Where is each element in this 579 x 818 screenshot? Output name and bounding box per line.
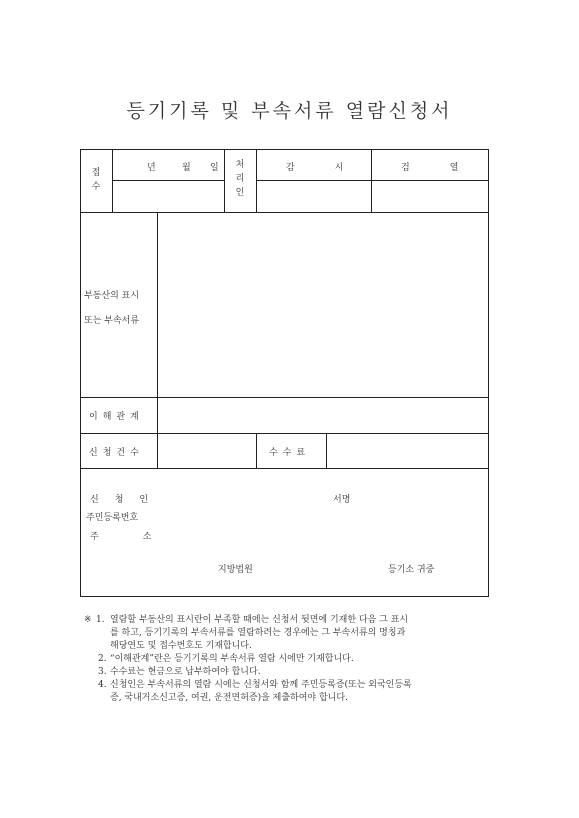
reception-label: 접 수 bbox=[91, 168, 101, 192]
fee-field[interactable] bbox=[328, 435, 488, 466]
property-label-line1: 부동산의 표시 bbox=[84, 291, 140, 301]
note-symbol: ※ bbox=[84, 615, 92, 625]
resident-id-label: 주민등록번호 bbox=[86, 513, 139, 523]
note-line: 해당연도 및 접수번호도 기재합니다. bbox=[110, 641, 252, 651]
divider bbox=[81, 212, 489, 213]
note-line: 를 하고, 등기기록의 부속서류를 열람하려는 경우에는 그 부속서류의 명칭과 bbox=[110, 628, 406, 638]
review-label: 검열 bbox=[401, 163, 499, 173]
resident-id-field[interactable] bbox=[171, 506, 321, 524]
divider bbox=[112, 180, 224, 181]
note-number: 4. bbox=[98, 680, 107, 690]
applicant-name-label: 신청인 bbox=[90, 495, 165, 505]
divider bbox=[157, 212, 158, 397]
note-line: 신청인은 부속서류의 열람 시에는 신청서와 함께 주민등록증(또는 외국인등록 bbox=[110, 680, 412, 690]
address-field[interactable] bbox=[171, 525, 471, 543]
processor-label: 처 리 인 bbox=[235, 160, 245, 198]
property-description-field[interactable] bbox=[159, 214, 488, 395]
note-line: 열람할 부동산의 표시란이 부족할 때에는 신청서 뒷면에 기재한 다음 그 표시 bbox=[110, 615, 409, 625]
note-number: 1. bbox=[96, 615, 105, 625]
inspect-signature-field[interactable] bbox=[258, 182, 370, 210]
registry-office-label: 등기소 귀중 bbox=[388, 565, 435, 575]
divider bbox=[112, 150, 113, 212]
review-signature-field[interactable] bbox=[373, 182, 488, 210]
reception-number-field[interactable] bbox=[114, 182, 223, 210]
interest-label: 이해관계 bbox=[89, 412, 144, 422]
note-item bbox=[84, 666, 494, 679]
note-item bbox=[84, 614, 494, 653]
divider bbox=[256, 180, 489, 181]
divider bbox=[81, 468, 489, 469]
divider bbox=[256, 433, 257, 468]
signature-label: 서명 bbox=[333, 495, 351, 505]
application-form-table bbox=[80, 149, 499, 597]
inspect-label: 감시 bbox=[286, 163, 384, 173]
note-item bbox=[84, 679, 494, 705]
note-line: 증, 국내거소신고증, 여권, 운전면허증)을 제출하여야 합니다. bbox=[110, 693, 348, 703]
note-item bbox=[84, 653, 494, 666]
instructions-notes bbox=[84, 614, 494, 705]
note-line: “이해관계”란은 등기기록의 부속서류 열람 시에만 기재합니다. bbox=[110, 654, 354, 664]
interest-field[interactable] bbox=[159, 399, 488, 431]
form-title: 등기기록 및 부속서류 열람신청서 bbox=[126, 100, 453, 122]
divider bbox=[157, 433, 158, 468]
count-field[interactable] bbox=[159, 435, 255, 466]
divider bbox=[256, 150, 257, 212]
note-number: 3. bbox=[98, 667, 107, 677]
district-court-label: 지방법원 bbox=[218, 565, 253, 575]
fee-label: 수수료 bbox=[269, 448, 311, 458]
property-label-line2: 또는 부속서류 bbox=[84, 316, 140, 326]
reception-year-label: 년 bbox=[147, 163, 156, 173]
reception-day-label: 일 bbox=[210, 163, 219, 173]
count-label: 신청건수 bbox=[89, 448, 144, 458]
note-number: 2. bbox=[98, 654, 107, 664]
divider bbox=[224, 150, 225, 212]
reception-month-label: 월 bbox=[182, 163, 191, 173]
divider bbox=[157, 397, 158, 433]
divider bbox=[81, 397, 489, 398]
address-label: 주소 bbox=[90, 532, 196, 542]
divider bbox=[326, 433, 327, 468]
note-line: 수수료는 현금으로 납부하여야 합니다. bbox=[110, 667, 261, 677]
applicant-name-field[interactable] bbox=[171, 485, 321, 505]
divider bbox=[81, 433, 489, 434]
